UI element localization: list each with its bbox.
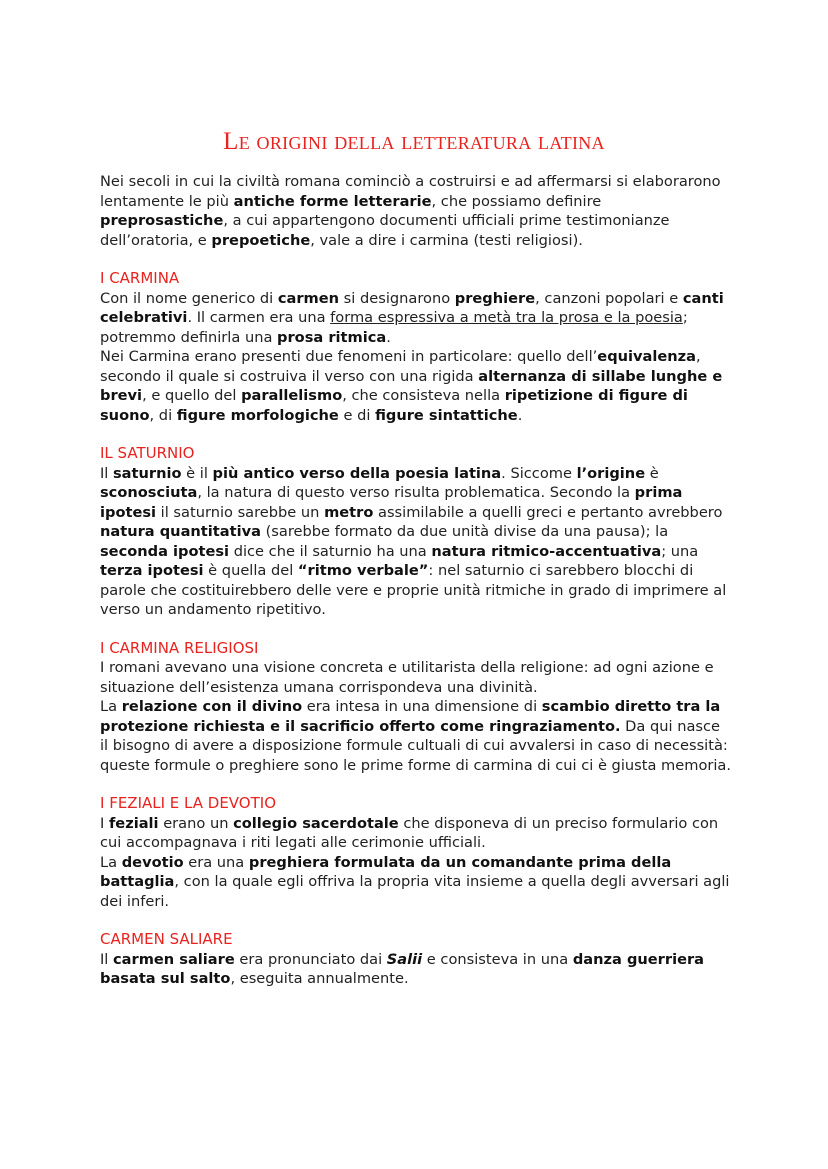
section-heading: I CARMINA RELIGIOSI <box>100 638 259 657</box>
paragraph: Con il nome generico di carmen si designarono preghiere, canzoni popolari e canti celebrativi. Il carmen era una forma espressiva a metà tra la prosa e la poesia; potremmo definirla una prosa ritmica. <box>100 289 724 346</box>
section-carmen-saliare <box>100 930 732 989</box>
section-heading: CARMEN SALIARE <box>100 930 233 948</box>
document-body <box>100 172 732 1008</box>
section-feziali <box>100 794 732 911</box>
paragraph: La devotio era una preghiera formulata da un comandante prima della battaglia, con la quale egli offriva la propria vita insieme a quella degli avversari agli dei inferi. <box>100 853 730 910</box>
paragraph: Nei Carmina erano presenti due fenomeni in particolare: quello dell’equivalenza, secondo il quale si costruiva il verso con una rigida alternanza di sillabe lunghe e brevi, e quello del parallelismo, che consisteva nella ripetizione di figure di suono, di figure morfologiche e di figure sintattiche. <box>100 348 723 424</box>
paragraph: I feziali erano un collegio sacerdotale che disponeva di un preciso formulario con cui accompagnava i riti legati alle cerimonie ufficiali. <box>100 814 719 851</box>
section-heading: I FEZIALI E LA DEVOTIO <box>100 794 277 812</box>
intro-paragraph: Nei secoli in cui la civiltà romana cominciò a costruirsi e ad affermarsi si elaborarono lentamente le più antiche forme letterarie, che possiamo definire preprosastiche, a cui appartengono documenti ufficiali prime testimonianze dell’oratoria, e prepoetiche, vale a dire i carmina (testi religiosi). <box>100 173 721 249</box>
section-carmina-religiosi <box>100 639 732 776</box>
section-saturnio <box>100 444 732 620</box>
section-heading: I CARMINA <box>100 269 180 287</box>
section-heading: IL SATURNIO <box>100 444 195 462</box>
paragraph: I romani avevano una visione concreta e utilitarista della religione: ad ogni azione e situazione dell’esistenza umana corrispondeva una divinità. <box>100 659 714 696</box>
paragraph: Il saturnio è il più antico verso della poesia latina. Siccome l’origine è sconosciuta, la natura di questo verso risulta problematica. Secondo la prima ipotesi il saturnio sarebbe un metro assimilabile a quelli greci e pertanto avrebbero natura quantitativa (sarebbe formato da due unità divise da una pausa); la seconda ipotesi dice che il saturnio ha una natura ritmico-accentuativa; una terza ipotesi è quella del “ritmo verbale”: nel saturnio ci sarebbero blocchi di parole che costituirebbero delle vere e proprie unità ritmiche in grado di imprimere al verso un andamento ripetitivo. <box>100 464 727 618</box>
section-carmina <box>100 269 732 425</box>
paragraph: Il carmen saliare era pronunciato dai Salii e consisteva in una danza guerriera basata sul salto, eseguita annualmente. <box>100 950 705 987</box>
paragraph: La relazione con il divino era intesa in una dimensione di scambio diretto tra la protezione richiesta e il sacrificio offerto come ringraziamento. Da qui nasce il bisogno di avere a disposizione formule cultuali di cui avvalersi in caso di necessità: queste formule o preghiere sono le prime forme di carmina di cui ci è giusta memoria. <box>100 698 732 774</box>
page-title: Le origini della letteratura latina <box>223 128 605 155</box>
